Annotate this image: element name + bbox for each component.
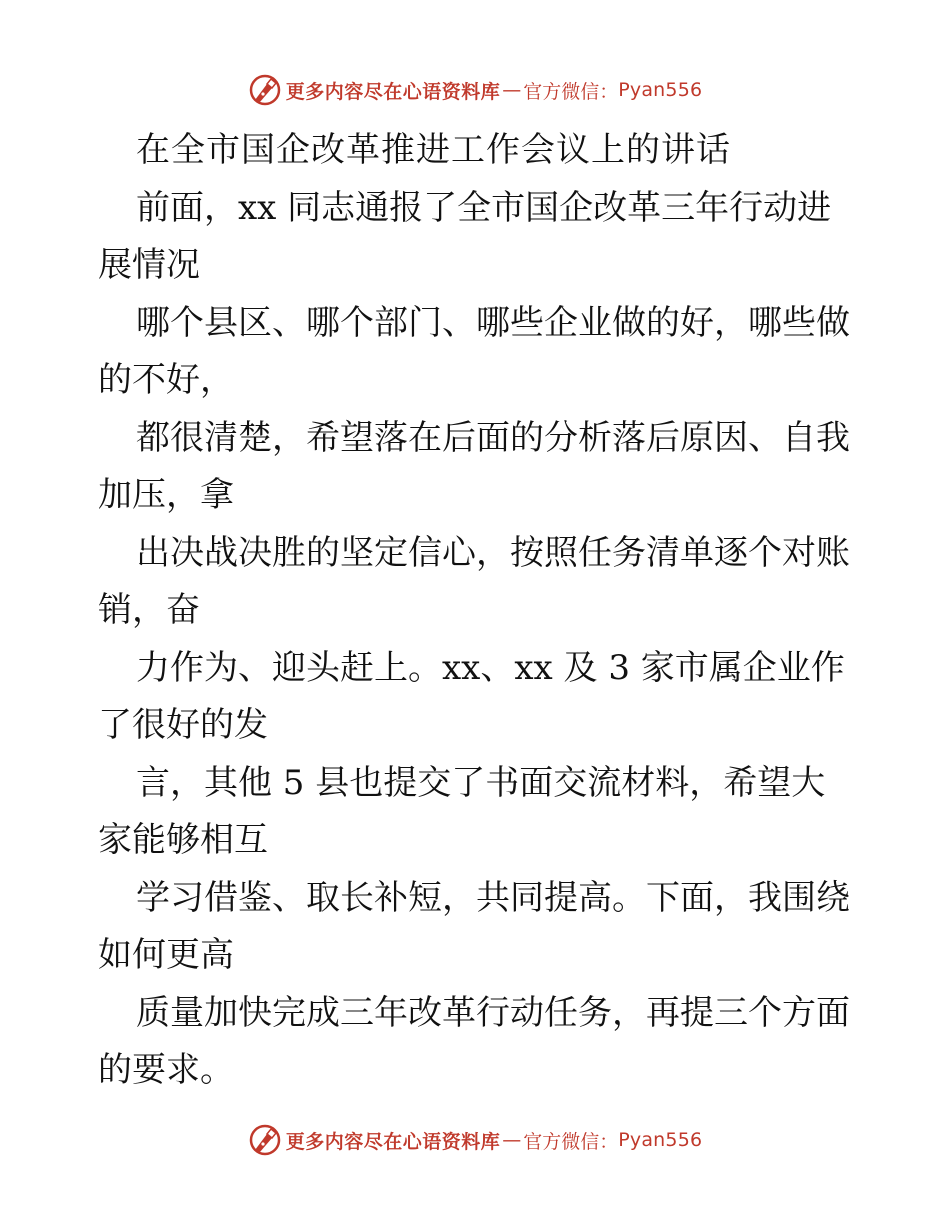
paragraph-line: 都很清楚，希望落在后面的分析落后原因、自我 <box>136 417 850 458</box>
paragraph-line: 哪个县区、哪个部门、哪些企业做的好，哪些做 <box>136 302 850 343</box>
watermark-separator: — <box>502 1129 522 1151</box>
header-watermark-banner <box>0 70 950 110</box>
footer-watermark-banner <box>0 1120 950 1160</box>
paragraph-line: 家能够相互 <box>98 820 268 860</box>
paragraph-line: 了很好的发 <box>98 705 268 745</box>
paragraph-line: 加压，拿 <box>98 475 234 515</box>
paragraph-line: 如何更高 <box>98 935 234 975</box>
paragraph-line: 展情况 <box>98 245 200 285</box>
pen-nib-logo-icon <box>248 1123 282 1157</box>
watermark-brand-text: 更多内容尽在心语资料库 <box>285 80 501 103</box>
pen-nib-logo-icon <box>248 73 282 107</box>
paragraph-line: 言，其他 5 县也提交了书面交流材料，希望大 <box>136 762 826 803</box>
document-body <box>98 122 858 1100</box>
paragraph-line: 的要求。 <box>98 1050 234 1090</box>
paragraph-line: 前面，xx 同志通报了全市国企改革三年行动进 <box>136 187 832 228</box>
paragraph-line: 销，奋 <box>98 590 200 630</box>
watermark-wechat-label: 官方微信： <box>523 80 619 103</box>
paragraph-line: 出决战决胜的坚定信心，按照任务清单逐个对账 <box>136 532 850 573</box>
watermark-wechat-id: Pyan556 <box>618 1129 703 1151</box>
paragraph-line: 的不好， <box>98 360 234 400</box>
document-title: 在全市国企改革推进工作会议上的讲话 <box>136 130 731 170</box>
paragraph-line: 质量加快完成三年改革行动任务，再提三个方面 <box>136 992 850 1033</box>
watermark-separator: — <box>502 79 522 101</box>
watermark-brand-text: 更多内容尽在心语资料库 <box>285 1130 501 1153</box>
paragraph-line: 力作为、迎头赶上。xx、xx 及 3 家市属企业作 <box>136 647 845 688</box>
paragraph-line: 学习借鉴、取长补短，共同提高。下面，我围绕 <box>136 877 850 918</box>
watermark-wechat-label: 官方微信： <box>523 1130 619 1153</box>
watermark-wechat-id: Pyan556 <box>618 79 703 101</box>
